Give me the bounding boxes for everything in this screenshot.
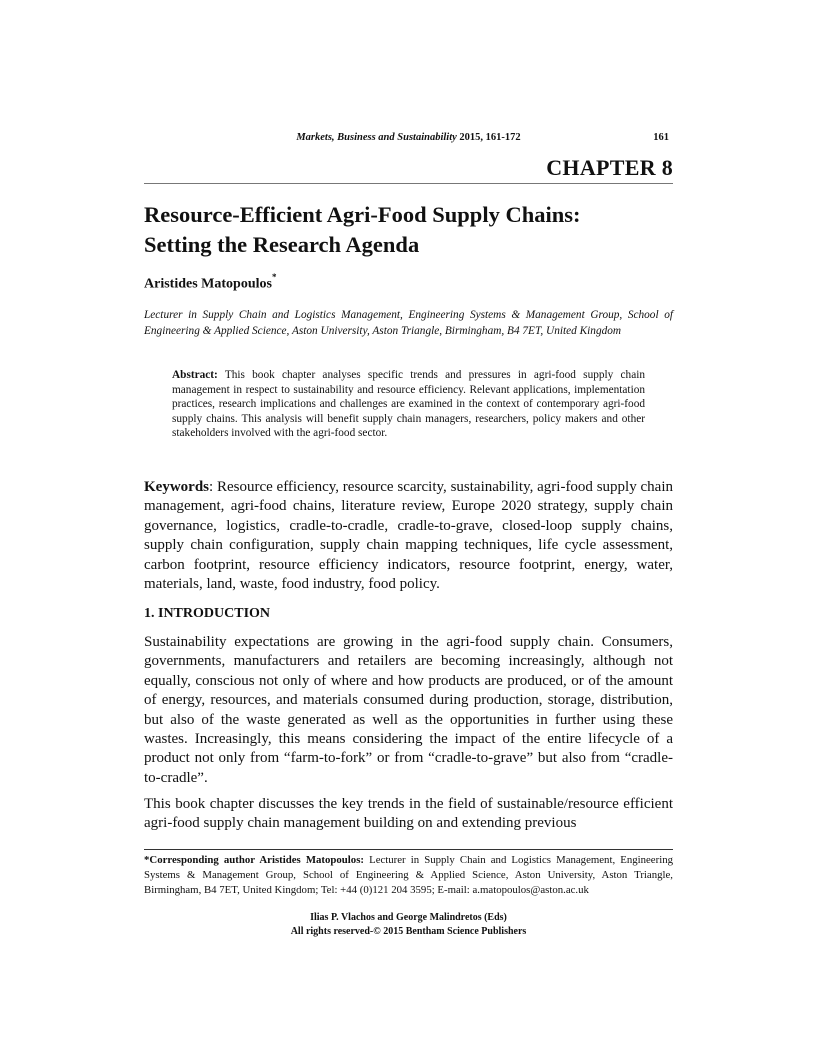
footnote-rule bbox=[144, 849, 673, 850]
intro-paragraph-1: Sustainability expectations are growing in the agri-food supply chain. Consumers, governments, manufacturers and retailers are becoming increasingly, although not equally, conscious not only of where and how products are produced, or of the amount of energy, resources, and materials consumed during production, storage, distribution, but also of the waste generated as well as the opportunities in further using these wastes. Increasingly, this means considering the impact of the entire lifecycle of a product not only from “farm-to-fork” or from “cradle-to-grave” but also from “cradle-to-cradle”. bbox=[144, 634, 673, 786]
chapter-title bbox=[144, 200, 673, 260]
author-footnote-mark: * bbox=[271, 272, 277, 282]
journal-name: Markets, Business and Sustainability bbox=[296, 132, 457, 143]
corresponding-author-footnote bbox=[144, 853, 673, 898]
page-number: 161 bbox=[653, 132, 669, 143]
title-line-2: Setting the Research Agenda bbox=[144, 232, 420, 257]
author-name: Aristides Matopoulos bbox=[144, 276, 272, 292]
footer-rights: All rights reserved-© 2015 Bentham Science Publishers bbox=[290, 926, 527, 937]
abstract bbox=[172, 368, 645, 441]
intro-paragraph-2: This book chapter discusses the key trends in the field of sustainable/resource efficient agri-food supply chain management building on and extending previous bbox=[144, 796, 673, 832]
author-line bbox=[144, 274, 276, 293]
footnote-label: *Corresponding author Aristides Matopoulos: bbox=[144, 854, 365, 866]
author-affiliation: Lecturer in Supply Chain and Logistics Management, Engineering Systems & Management Group, School of Engineering & Applied Science, Aston University, Aston Triangle, Birmingham, B4 7ET, United Kingdom bbox=[144, 309, 673, 337]
keywords-text: : Resource efficiency, resource scarcity, sustainability, agri-food supply chain management, agri-food chains, literature review, Europe 2020 strategy, supply chain governance, logistics, cradle-to-cradle, cradle-to-grave, closed-loop supply chains, supply chain configuration, supply chain mapping techniques, life cycle assessment, carbon footprint, resource efficiency indicators, resource footprint, energy, water, materials, land, waste, food industry, food policy. bbox=[144, 479, 673, 593]
journal-year-pages: 2015, 161-172 bbox=[459, 132, 521, 143]
publisher-footer bbox=[144, 911, 673, 939]
abstract-label: Abstract: bbox=[172, 369, 218, 381]
footnote-text: Lecturer in Supply Chain and Logistics Management, Engineering Systems & Management Group, School of Engineering & Applied Science, Aston University, Aston Triangle, Birmingham, B4 7ET, United Kingdom; Tel: +44 (0)121 204 3595; E-mail: a.matopoulos@aston.ac.uk bbox=[144, 854, 673, 896]
footer-editors: Ilias P. Vlachos and George Malindretos (Eds) bbox=[310, 912, 507, 923]
chapter-rule bbox=[144, 183, 673, 184]
keywords-label: Keywords bbox=[144, 479, 209, 495]
chapter-label: CHAPTER 8 bbox=[546, 155, 673, 180]
abstract-text: This book chapter analyses specific trends and pressures in agri-food supply chain management in respect to sustainability and resource efficiency. Relevant applications, implementation practices, research implications and challenges are examined in the context of contemporary agri-food supply chains. This analysis will benefit supply chain managers, researchers, policy makers and other stakeholders involved with the agri-food sector. bbox=[172, 369, 645, 440]
keywords bbox=[144, 478, 673, 594]
running-head-citation bbox=[144, 132, 673, 143]
section-heading-introduction: 1. INTRODUCTION bbox=[144, 606, 271, 621]
title-line-1: Resource-Efficient Agri-Food Supply Chains: bbox=[144, 202, 581, 227]
running-head bbox=[144, 132, 673, 148]
